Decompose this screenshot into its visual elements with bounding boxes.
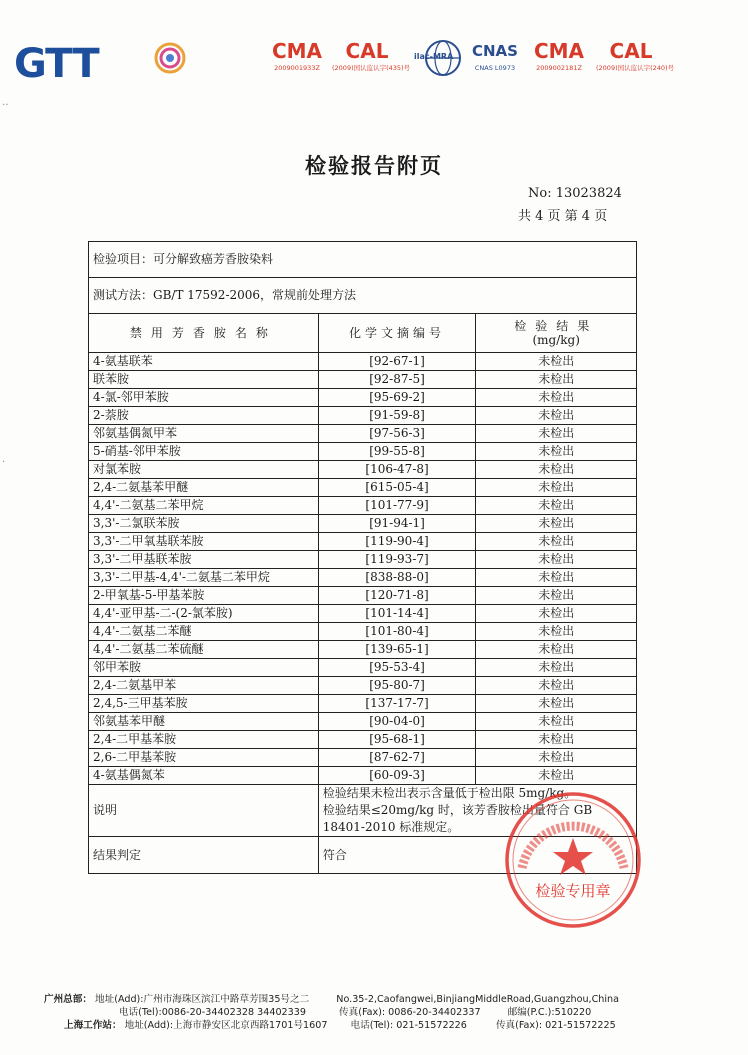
result-cell: 未检出 [476, 731, 637, 749]
results-table [88, 241, 637, 874]
logo-text: GTT [14, 41, 99, 87]
footer-gz-row-2 [44, 1006, 619, 1019]
cnas-mark [460, 38, 530, 86]
table-row [89, 695, 637, 713]
test-item: 检验项目：可分解致癌芳香胺染料 [89, 242, 637, 278]
footer-sh-tel: 电话(Tel): 021-51572226 [350, 1020, 467, 1031]
result-cell: 未检出 [476, 515, 637, 533]
cas-number-cell: [87-62-7] [318, 749, 476, 767]
result-cell: 未检出 [476, 659, 637, 677]
cas-number-cell: [99-55-8] [318, 443, 476, 461]
amine-name-cell: 4,4'-二氨基二苯醚 [89, 623, 319, 641]
table-row [89, 533, 637, 551]
amine-name-cell: 对氯苯胺 [89, 461, 319, 479]
amine-name-cell: 2,4-二氨基苯甲醚 [89, 479, 319, 497]
column-header-row [89, 314, 637, 353]
result-cell: 未检出 [476, 569, 637, 587]
result-cell: 未检出 [476, 677, 637, 695]
amine-name-cell: 联苯胺 [89, 371, 319, 389]
col-header-result [476, 314, 637, 353]
amine-name-cell: 邻甲苯胺 [89, 659, 319, 677]
cas-number-cell: [137-17-7] [318, 695, 476, 713]
amine-name-cell: 3,3'-二甲氧基联苯胺 [89, 533, 319, 551]
col-header-result-unit: (mg/kg) [532, 333, 580, 347]
result-cell: 未检出 [476, 389, 637, 407]
result-cell: 未检出 [476, 497, 637, 515]
cma-icon: CMA [271, 39, 323, 63]
result-cell: 未检出 [476, 425, 637, 443]
note-label: 说明 [89, 785, 319, 837]
table-row [89, 587, 637, 605]
table-row [89, 641, 637, 659]
result-cell: 未检出 [476, 371, 637, 389]
cas-number-cell: [92-87-5] [318, 371, 476, 389]
table-row [89, 461, 637, 479]
footer-gz-address-en: No.35-2,Caofangwei,BinjiangMiddleRoad,Guangzhou,China [336, 994, 619, 1005]
cas-number-cell: [91-94-1] [318, 515, 476, 533]
test-method: 测试方法：GB/T 17592-2006，常规前处理方法 [89, 278, 637, 314]
amine-name-cell: 邻氨基偶氮甲苯 [89, 425, 319, 443]
cas-number-cell: [119-93-7] [318, 551, 476, 569]
amine-name-cell: 2-甲氧基-5-甲基苯胺 [89, 587, 319, 605]
table-row [89, 551, 637, 569]
cas-number-cell: [101-80-4] [318, 623, 476, 641]
result-cell: 未检出 [476, 479, 637, 497]
amine-name-cell: 4,4'-亚甲基-二-(2-氯苯胺) [89, 605, 319, 623]
result-cell: 未检出 [476, 461, 637, 479]
inspection-seal-stamp [500, 790, 646, 930]
stamp-text: 检验专用章 [535, 882, 611, 900]
amine-name-cell: 5-硝基-邻甲苯胺 [89, 443, 319, 461]
footer-sh-row [44, 1019, 619, 1032]
scan-mark: · [2, 457, 6, 468]
amine-name-cell: 4,4'-二氨基二苯硫醚 [89, 641, 319, 659]
result-cell: 未检出 [476, 551, 637, 569]
table-row [89, 425, 637, 443]
table-row [89, 515, 637, 533]
table-row [89, 605, 637, 623]
cas-number-cell: [92-67-1] [318, 353, 476, 371]
amine-name-cell: 2,4-二氨基甲苯 [89, 677, 319, 695]
cas-number-cell: [101-14-4] [318, 605, 476, 623]
company-logo [14, 40, 184, 88]
cas-number-cell: [95-80-7] [318, 677, 476, 695]
result-cell: 未检出 [476, 749, 637, 767]
cas-number-cell: [95-53-4] [318, 659, 476, 677]
result-cell: 未检出 [476, 587, 637, 605]
result-cell: 未检出 [476, 713, 637, 731]
table-row [89, 371, 637, 389]
cma-icon: CMA [533, 39, 585, 63]
amine-name-cell: 4,4'-二氨基二苯甲烷 [89, 497, 319, 515]
table-row [89, 497, 637, 515]
footer-sh-fax: 传真(Fax): 021-51572225 [495, 1020, 616, 1031]
cas-number-cell: [91-59-8] [318, 407, 476, 425]
cas-number-cell: [139-65-1] [318, 641, 476, 659]
result-cell: 未检出 [476, 767, 637, 785]
amine-name-cell: 4-氯-邻甲苯胺 [89, 389, 319, 407]
cma-number: 2009001933Z [274, 64, 320, 72]
amine-name-cell: 3,3'-二甲基联苯胺 [89, 551, 319, 569]
amine-name-cell: 2,4-二甲基苯胺 [89, 731, 319, 749]
col-header-cas: 化学文摘编号 [318, 314, 476, 353]
amine-name-cell: 2-萘胺 [89, 407, 319, 425]
cas-number-cell: [95-69-2] [318, 389, 476, 407]
result-cell: 未检出 [476, 623, 637, 641]
cma-number: 2009002181Z [536, 64, 582, 72]
cas-number-cell: [120-71-8] [318, 587, 476, 605]
verdict-label: 结果判定 [89, 837, 319, 874]
result-cell: 未检出 [476, 443, 637, 461]
table-row [89, 407, 637, 425]
table-row [89, 659, 637, 677]
amine-name-cell: 3,3'-二氯联苯胺 [89, 515, 319, 533]
footer-sh-label: 上海工作站： [64, 1020, 122, 1031]
cal-mark-1 [332, 38, 411, 86]
footer-gz-postcode: 邮编(P.C.):510220 [507, 1007, 592, 1018]
table-row [89, 749, 637, 767]
cal-icon: CAL [345, 39, 389, 63]
cnas-number: CNAS L0973 [474, 64, 516, 72]
cal-mark-2 [596, 38, 675, 86]
page-title: 检验报告附页 [305, 153, 443, 178]
cas-number-cell: [106-47-8] [318, 461, 476, 479]
verdict-value: 符合 [318, 837, 636, 874]
footer-gz-address: 地址(Add):广州市海珠区滨江中路草芳围35号之二 [95, 994, 310, 1005]
logo-flower-icon [150, 40, 190, 76]
cas-number-cell: [101-77-9] [318, 497, 476, 515]
table-row [89, 389, 637, 407]
table-row [89, 443, 637, 461]
cas-number-cell: [97-56-3] [318, 425, 476, 443]
amine-name-cell: 2,6-二甲基苯胺 [89, 749, 319, 767]
page-info: 共 4 页 第 4 页 [518, 209, 608, 224]
cas-number-cell: [119-90-4] [318, 533, 476, 551]
result-cell: 未检出 [476, 641, 637, 659]
table-row [89, 767, 637, 785]
cas-number-cell: [838-88-0] [318, 569, 476, 587]
result-cell: 未检出 [476, 605, 637, 623]
note-line-1: 检验结果未检出表示含量低于检出限 5mg/kg。 [322, 786, 577, 800]
cma-mark-1 [262, 38, 332, 86]
test-item-row [89, 242, 637, 278]
footer-gz-fax: 传真(Fax): 0086-20-34402337 [339, 1007, 481, 1018]
cal-icon: CAL [609, 39, 653, 63]
table-row [89, 713, 637, 731]
amine-name-cell: 4-氨基联苯 [89, 353, 319, 371]
cas-number-cell: [60-09-3] [318, 767, 476, 785]
table-row [89, 353, 637, 371]
table-row [89, 677, 637, 695]
result-cell: 未检出 [476, 533, 637, 551]
ilac-label: ilac-MRA [414, 52, 454, 61]
cas-number-cell: [90-04-0] [318, 713, 476, 731]
result-cell: 未检出 [476, 407, 637, 425]
cnas-icon: CNAS [472, 42, 518, 60]
footer-gz-row-1 [44, 993, 619, 1006]
footer-sh-address: 地址(Add):上海市静安区北京西路1701号1607 [124, 1020, 328, 1031]
amine-name-cell: 3,3'-二甲基-4,4'-二氨基二苯甲烷 [89, 569, 319, 587]
table-row [89, 479, 637, 497]
cas-number-cell: [615-05-4] [318, 479, 476, 497]
result-cell: 未检出 [476, 353, 637, 371]
table-row [89, 731, 637, 749]
table-row [89, 569, 637, 587]
col-header-name: 禁用芳香胺名称 [89, 314, 319, 353]
cma-mark-2 [524, 38, 594, 86]
footer-gz-tel: 电话(Tel):0086-20-34402328 34402339 [119, 1007, 306, 1018]
report-number: No: 13023824 [528, 186, 622, 201]
amine-name-cell: 2,4,5-三甲基苯胺 [89, 695, 319, 713]
footer [44, 993, 619, 1032]
footer-gz-label: 广州总部： [44, 994, 92, 1005]
col-header-result-line1: 检验结果 [514, 319, 599, 333]
cal-number: (2009)国认监认字(435)号 [332, 64, 411, 72]
cas-number-cell: [95-68-1] [318, 731, 476, 749]
amine-name-cell: 4-氨基偶氮苯 [89, 767, 319, 785]
scan-mark: ‥ [2, 97, 9, 108]
note-line-2: 检验结果≤20mg/kg 时，该芳香胺检出量符合 GB 18401-2010 标准规定。 [322, 803, 593, 834]
amine-name-cell: 邻氨基苯甲醚 [89, 713, 319, 731]
result-cell: 未检出 [476, 695, 637, 713]
test-method-row [89, 278, 637, 314]
table-row [89, 623, 637, 641]
cal-number: (2009)国认监认字(240)号 [596, 64, 675, 72]
